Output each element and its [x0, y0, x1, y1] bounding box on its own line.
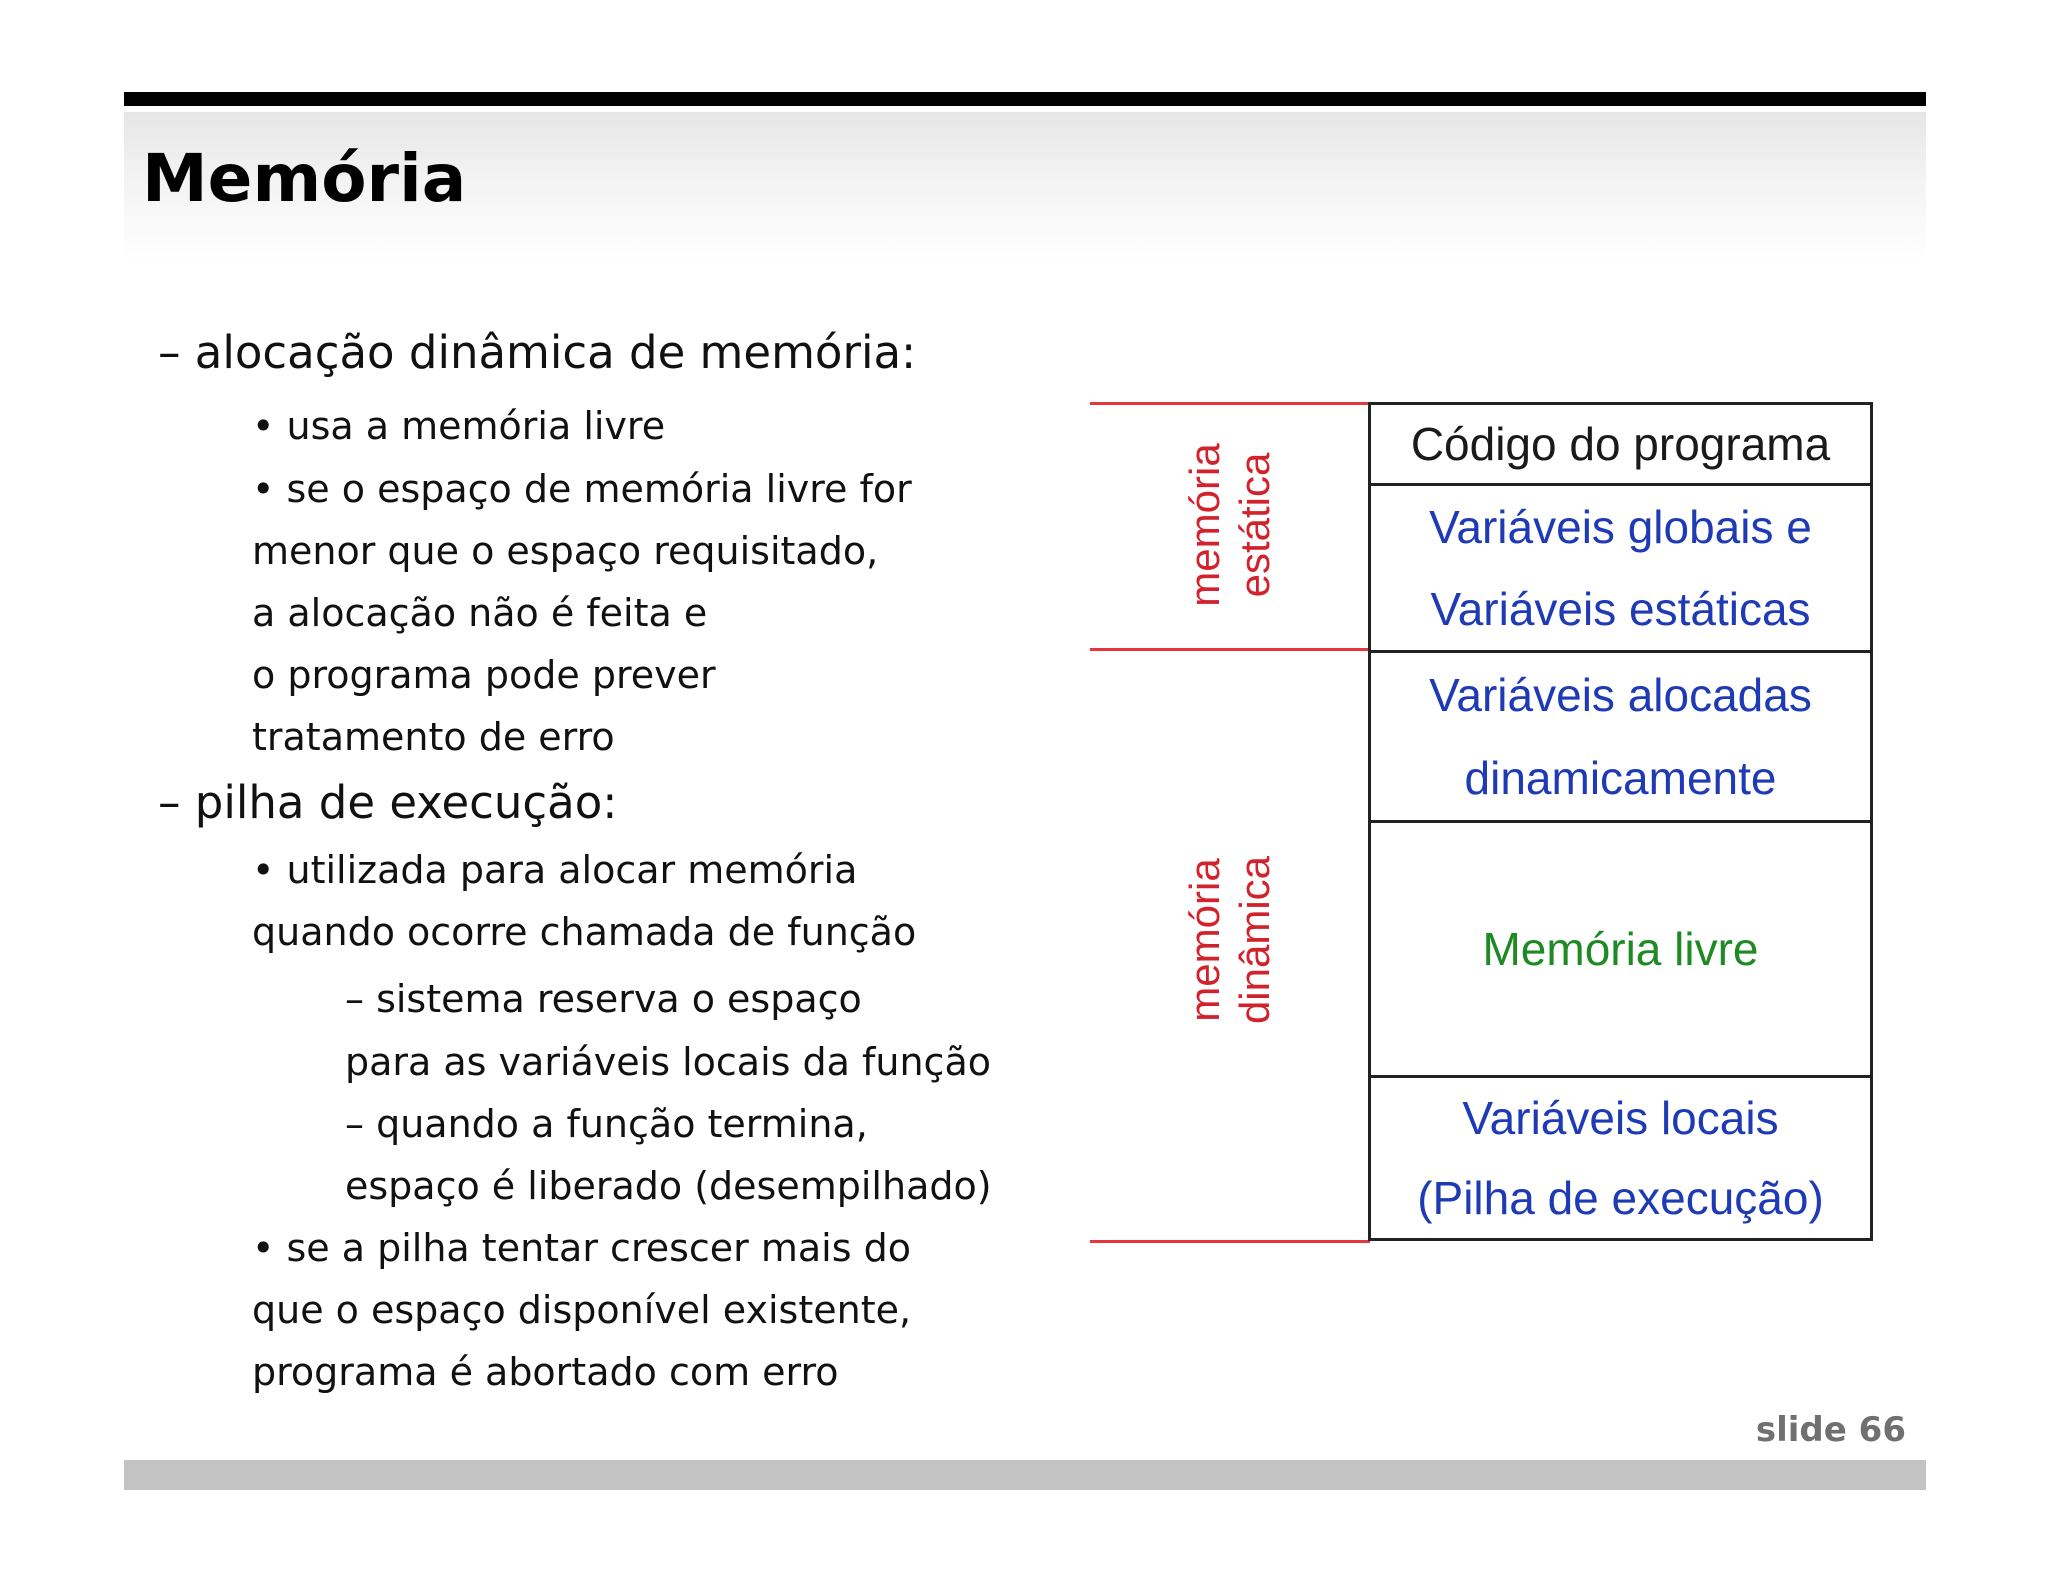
memory-layout-diagram [1368, 402, 1873, 1241]
dynamic-region-bottom-line [1090, 1240, 1370, 1243]
sub-bullet-function-ends-cont: espaço é liberado (desempilhado) [345, 1164, 992, 1208]
bullet-insufficient-space: • se o espaço de memória livre for [252, 467, 912, 511]
segment-global-static-variables [1371, 486, 1870, 653]
bullet-insufficient-space-cont-3: o programa pode prever [252, 653, 716, 697]
slide-title: Memória [142, 140, 467, 217]
segment-heap-line-1: Variáveis alocadas [1429, 668, 1812, 721]
static-memory-label [1180, 425, 1280, 625]
segment-program-code [1371, 405, 1870, 486]
segment-stack-local-variables [1371, 1078, 1870, 1238]
dynamic-memory-label-line-2: dinâmica [1231, 855, 1278, 1025]
bullet-stack-overflow-cont-2: programa é abortado com erro [252, 1350, 839, 1394]
bullet-stack-overflow: • se a pilha tentar crescer mais do [252, 1226, 911, 1270]
dynamic-memory-label-line-1: memória [1181, 858, 1228, 1022]
bullet-insufficient-space-cont-2: a alocação não é feita e [252, 591, 708, 635]
segment-globals-line-2: Variáveis estáticas [1430, 583, 1811, 635]
footer-bar [124, 1460, 1926, 1490]
segment-heap-variables [1371, 653, 1870, 823]
header-rule [124, 92, 1926, 106]
bullet-stack-usage: • utilizada para alocar memória [252, 848, 858, 892]
segment-stack-line-2: (Pilha de execução) [1417, 1172, 1824, 1224]
segment-free-memory [1371, 823, 1870, 1078]
static-memory-label-line-1: memória [1181, 443, 1228, 607]
slide-number: slide 66 [1755, 1410, 1906, 1450]
bullet-stack-overflow-cont-1: que o espaço disponível existente, [252, 1288, 912, 1332]
sub-bullet-reserve-space: – sistema reserva o espaço [345, 977, 862, 1021]
bullet-uses-free-memory: • usa a memória livre [252, 404, 666, 448]
segment-free-memory-label: Memória livre [1482, 923, 1759, 975]
bullet-insufficient-space-cont-4: tratamento de erro [252, 715, 615, 759]
region-divider-line [1090, 648, 1370, 651]
bullet-dynamic-allocation: – alocação dinâmica de memória: [158, 326, 917, 379]
sub-bullet-function-ends: – quando a função termina, [345, 1102, 868, 1146]
bullet-stack-usage-cont: quando ocorre chamada de função [252, 910, 917, 954]
segment-globals-line-1: Variáveis globais e [1429, 501, 1812, 553]
bullet-insufficient-space-cont-1: menor que o espaço requisitado, [252, 529, 879, 573]
static-memory-label-line-2: estática [1231, 452, 1278, 598]
static-region-top-line [1090, 402, 1370, 405]
sub-bullet-reserve-space-cont: para as variáveis locais da função [345, 1040, 991, 1084]
segment-heap-line-2: dinamicamente [1464, 752, 1777, 805]
bullet-execution-stack: – pilha de execução: [158, 776, 618, 829]
segment-stack-line-1: Variáveis locais [1462, 1092, 1779, 1144]
dynamic-memory-label [1180, 840, 1280, 1040]
segment-program-code-label: Código do programa [1410, 418, 1831, 470]
